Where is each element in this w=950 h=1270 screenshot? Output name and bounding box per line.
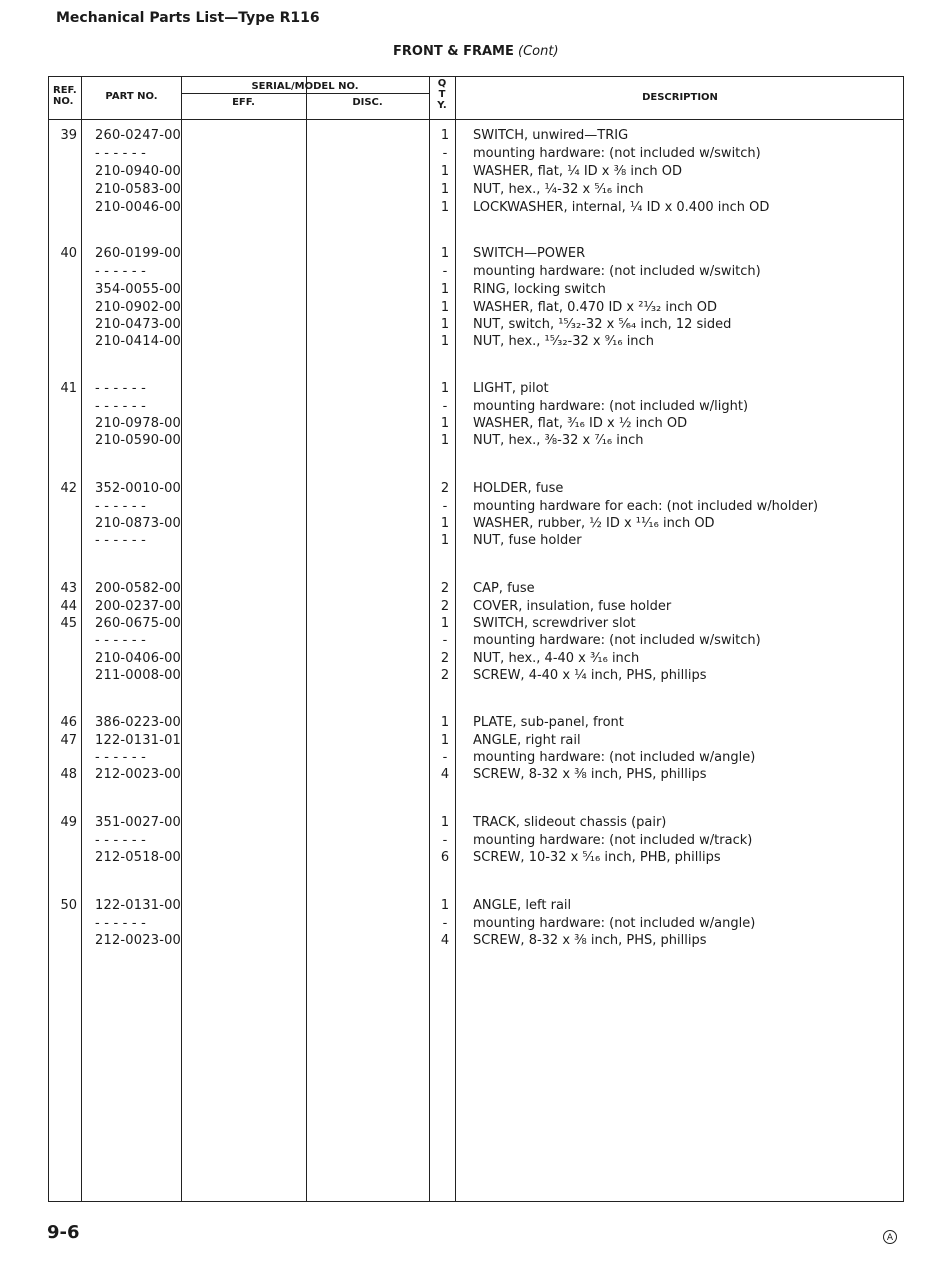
table-row — [49, 127, 903, 144]
row-qty: 2 — [440, 651, 450, 666]
section-title-main: FRONT & FRAME — [393, 44, 514, 59]
table-row — [49, 480, 903, 497]
row-part-no: - - - - - - — [95, 264, 147, 279]
table-row — [49, 380, 903, 397]
row-description: LIGHT, pilot — [473, 381, 549, 396]
row-qty: 1 — [440, 715, 450, 730]
row-description: NUT, fuse holder — [473, 533, 582, 548]
row-description: mounting hardware: (not included w/switch) — [473, 146, 761, 161]
row-qty: 1 — [440, 164, 450, 179]
row-ref: 46 — [60, 715, 77, 730]
row-description: NUT, hex., ⅜-32 x ⁷⁄₁₆ inch — [473, 433, 644, 448]
row-ref: 50 — [60, 898, 77, 913]
row-description: SCREW, 8-32 x ⅜ inch, PHS, phillips — [473, 767, 707, 782]
table-row — [49, 650, 903, 667]
row-description: SCREW, 10-32 x ⁵⁄₁₆ inch, PHB, phillips — [473, 850, 721, 865]
table-row — [49, 316, 903, 333]
table-row — [49, 598, 903, 615]
row-part-no: - - - - - - — [95, 916, 147, 931]
row-description: NUT, hex., ¼-32 x ⁵⁄₁₆ inch — [473, 182, 644, 197]
row-qty: 1 — [440, 516, 450, 531]
row-qty: 1 — [440, 282, 450, 297]
row-qty: - — [442, 264, 448, 279]
row-qty: 6 — [440, 850, 450, 865]
header-rule — [49, 119, 903, 120]
row-part-no: - - - - - - — [95, 499, 147, 514]
row-part-no: - - - - - - — [95, 381, 147, 396]
row-ref: 42 — [60, 481, 77, 496]
row-part-no: 210-0406-00 — [95, 651, 182, 666]
row-description: LOCKWASHER, internal, ¼ ID x 0.400 inch OD — [473, 200, 770, 215]
row-description: SWITCH—POWER — [473, 246, 586, 261]
row-description: TRACK, slideout chassis (pair) — [473, 815, 667, 830]
row-qty: 1 — [440, 815, 450, 830]
row-description: HOLDER, fuse — [473, 481, 564, 496]
header-eff: EFF. — [232, 97, 255, 108]
row-part-no: 212-0023-00 — [95, 933, 182, 948]
row-description: ANGLE, right rail — [473, 733, 581, 748]
row-description: SCREW, 4-40 x ¼ inch, PHS, phillips — [473, 668, 707, 683]
row-ref: 48 — [60, 767, 77, 782]
row-qty: 2 — [440, 481, 450, 496]
table-row — [49, 932, 903, 949]
row-description: COVER, insulation, fuse holder — [473, 599, 672, 614]
row-qty: - — [442, 750, 448, 765]
row-description: WASHER, flat, ¼ ID x ⅜ inch OD — [473, 164, 682, 179]
row-part-no: 122-0131-00 — [95, 898, 182, 913]
row-qty: 4 — [440, 933, 450, 948]
table-row — [49, 732, 903, 749]
row-description: mounting hardware: (not included w/switch) — [473, 264, 761, 279]
table-row — [49, 281, 903, 298]
section-title-sub: (Cont) — [518, 44, 559, 59]
header-disc: DISC. — [352, 97, 383, 108]
table-row — [49, 432, 903, 449]
row-description: ANGLE, left rail — [473, 898, 572, 913]
row-part-no: 200-0237-00 — [95, 599, 182, 614]
row-description: WASHER, flat, ³⁄₁₆ ID x ½ inch OD — [473, 416, 688, 431]
serial-header-rule — [181, 93, 429, 94]
row-qty: - — [442, 916, 448, 931]
row-qty: 1 — [440, 200, 450, 215]
table-row — [49, 897, 903, 914]
row-part-no: 351-0027-00 — [95, 815, 182, 830]
row-qty: - — [442, 499, 448, 514]
table-row — [49, 263, 903, 280]
row-description: SWITCH, unwired—TRIG — [473, 128, 629, 143]
row-part-no: 260-0199-00 — [95, 246, 182, 261]
row-ref: 44 — [60, 599, 77, 614]
row-qty: 1 — [440, 128, 450, 143]
row-description: WASHER, rubber, ½ ID x ¹¹⁄₁₆ inch OD — [473, 516, 715, 531]
table-row — [49, 749, 903, 766]
parts-table — [48, 76, 904, 1202]
row-ref: 41 — [60, 381, 77, 396]
header-qty — [429, 78, 455, 111]
header-part-no: PART NO. — [105, 91, 158, 102]
row-part-no: 200-0582-00 — [95, 581, 182, 596]
row-part-no: - - - - - - — [95, 399, 147, 414]
row-qty: - — [442, 833, 448, 848]
row-part-no: 352-0010-00 — [95, 481, 182, 496]
table-row — [49, 415, 903, 432]
row-description: mounting hardware: (not included w/light) — [473, 399, 749, 414]
row-part-no: 210-0978-00 — [95, 416, 182, 431]
table-row — [49, 667, 903, 684]
row-description: mounting hardware: (not included w/track) — [473, 833, 753, 848]
row-qty: 1 — [440, 381, 450, 396]
row-description: SWITCH, screwdriver slot — [473, 616, 636, 631]
row-part-no: 122-0131-01 — [95, 733, 182, 748]
row-qty: 2 — [440, 599, 450, 614]
row-description: NUT, hex., 4-40 x ³⁄₁₆ inch — [473, 651, 640, 666]
row-part-no: 210-0473-00 — [95, 317, 182, 332]
row-description: CAP, fuse — [473, 581, 535, 596]
row-description: mounting hardware: (not included w/angle) — [473, 750, 756, 765]
row-qty: - — [442, 633, 448, 648]
row-qty: 1 — [440, 616, 450, 631]
row-qty: 1 — [440, 334, 450, 349]
row-qty: 1 — [440, 182, 450, 197]
row-qty: 1 — [440, 300, 450, 315]
table-row — [49, 714, 903, 731]
header-qty-line1: Q — [437, 78, 447, 89]
row-description: NUT, switch, ¹⁵⁄₃₂-32 x ⁵⁄₆₄ inch, 12 sided — [473, 317, 732, 332]
row-qty: 2 — [440, 581, 450, 596]
table-row — [49, 515, 903, 532]
row-part-no: 210-0046-00 — [95, 200, 182, 215]
row-description: PLATE, sub-panel, front — [473, 715, 624, 730]
row-ref: 43 — [60, 581, 77, 596]
header-qty-line3: Y. — [437, 100, 447, 111]
row-description: SCREW, 8-32 x ⅜ inch, PHS, phillips — [473, 933, 707, 948]
row-part-no: - - - - - - — [95, 533, 147, 548]
table-row — [49, 615, 903, 632]
row-qty: - — [442, 146, 448, 161]
row-part-no: 260-0247-00 — [95, 128, 182, 143]
row-description: WASHER, flat, 0.470 ID x ²¹⁄₃₂ inch OD — [473, 300, 718, 315]
row-part-no: 210-0583-00 — [95, 182, 182, 197]
row-qty: 1 — [440, 533, 450, 548]
header-serial-model: SERIAL/MODEL NO. — [251, 81, 359, 92]
row-qty: 1 — [440, 317, 450, 332]
row-part-no: - - - - - - — [95, 833, 147, 848]
table-row — [49, 580, 903, 597]
table-row — [49, 498, 903, 515]
row-description: NUT, hex., ¹⁵⁄₃₂-32 x ⁹⁄₁₆ inch — [473, 334, 654, 349]
row-part-no: 210-0873-00 — [95, 516, 182, 531]
table-row — [49, 915, 903, 932]
row-qty: - — [442, 399, 448, 414]
table-row — [49, 333, 903, 350]
table-row — [49, 163, 903, 180]
page-number: 9-6 — [47, 1222, 80, 1243]
row-qty: 2 — [440, 668, 450, 683]
row-ref: 39 — [60, 128, 77, 143]
row-part-no: 260-0675-00 — [95, 616, 182, 631]
row-part-no: 212-0023-00 — [95, 767, 182, 782]
row-description: RING, locking switch — [473, 282, 606, 297]
table-row — [49, 299, 903, 316]
row-part-no: 212-0518-00 — [95, 850, 182, 865]
row-part-no: 210-0590-00 — [95, 433, 182, 448]
header-description: DESCRIPTION — [642, 92, 718, 103]
row-qty: 1 — [440, 416, 450, 431]
row-description: mounting hardware for each: (not included w/holder) — [473, 499, 819, 514]
row-qty: 1 — [440, 433, 450, 448]
table-row — [49, 145, 903, 162]
table-row — [49, 532, 903, 549]
table-row — [49, 849, 903, 866]
document-title: Mechanical Parts List—Type R116 — [56, 10, 320, 26]
row-qty: 1 — [440, 898, 450, 913]
row-ref: 47 — [60, 733, 77, 748]
row-part-no: 386-0223-00 — [95, 715, 182, 730]
row-part-no: 210-0414-00 — [95, 334, 182, 349]
row-qty: 1 — [440, 246, 450, 261]
table-row — [49, 181, 903, 198]
table-row — [49, 814, 903, 831]
table-row — [49, 199, 903, 216]
row-qty: 4 — [440, 767, 450, 782]
table-row — [49, 766, 903, 783]
header-ref-line2: NO. — [53, 96, 74, 107]
row-qty: 1 — [440, 733, 450, 748]
header-ref — [51, 85, 83, 107]
section-title — [393, 44, 559, 59]
row-part-no: 210-0902-00 — [95, 300, 182, 315]
row-part-no: - - - - - - — [95, 750, 147, 765]
row-description: mounting hardware: (not included w/switch) — [473, 633, 761, 648]
row-part-no: 211-0008-00 — [95, 668, 182, 683]
corner-mark-icon: A — [883, 1230, 897, 1244]
row-ref: 49 — [60, 815, 77, 830]
table-row — [49, 398, 903, 415]
header-qty-line2: T — [438, 89, 446, 100]
table-row — [49, 245, 903, 262]
header-ref-line1: REF. — [53, 85, 77, 96]
row-part-no: 210-0940-00 — [95, 164, 182, 179]
row-part-no: 354-0055-00 — [95, 282, 182, 297]
row-part-no: - - - - - - — [95, 633, 147, 648]
row-ref: 40 — [60, 246, 77, 261]
row-ref: 45 — [60, 616, 77, 631]
table-row — [49, 632, 903, 649]
row-part-no: - - - - - - — [95, 146, 147, 161]
table-row — [49, 832, 903, 849]
row-description: mounting hardware: (not included w/angle) — [473, 916, 756, 931]
